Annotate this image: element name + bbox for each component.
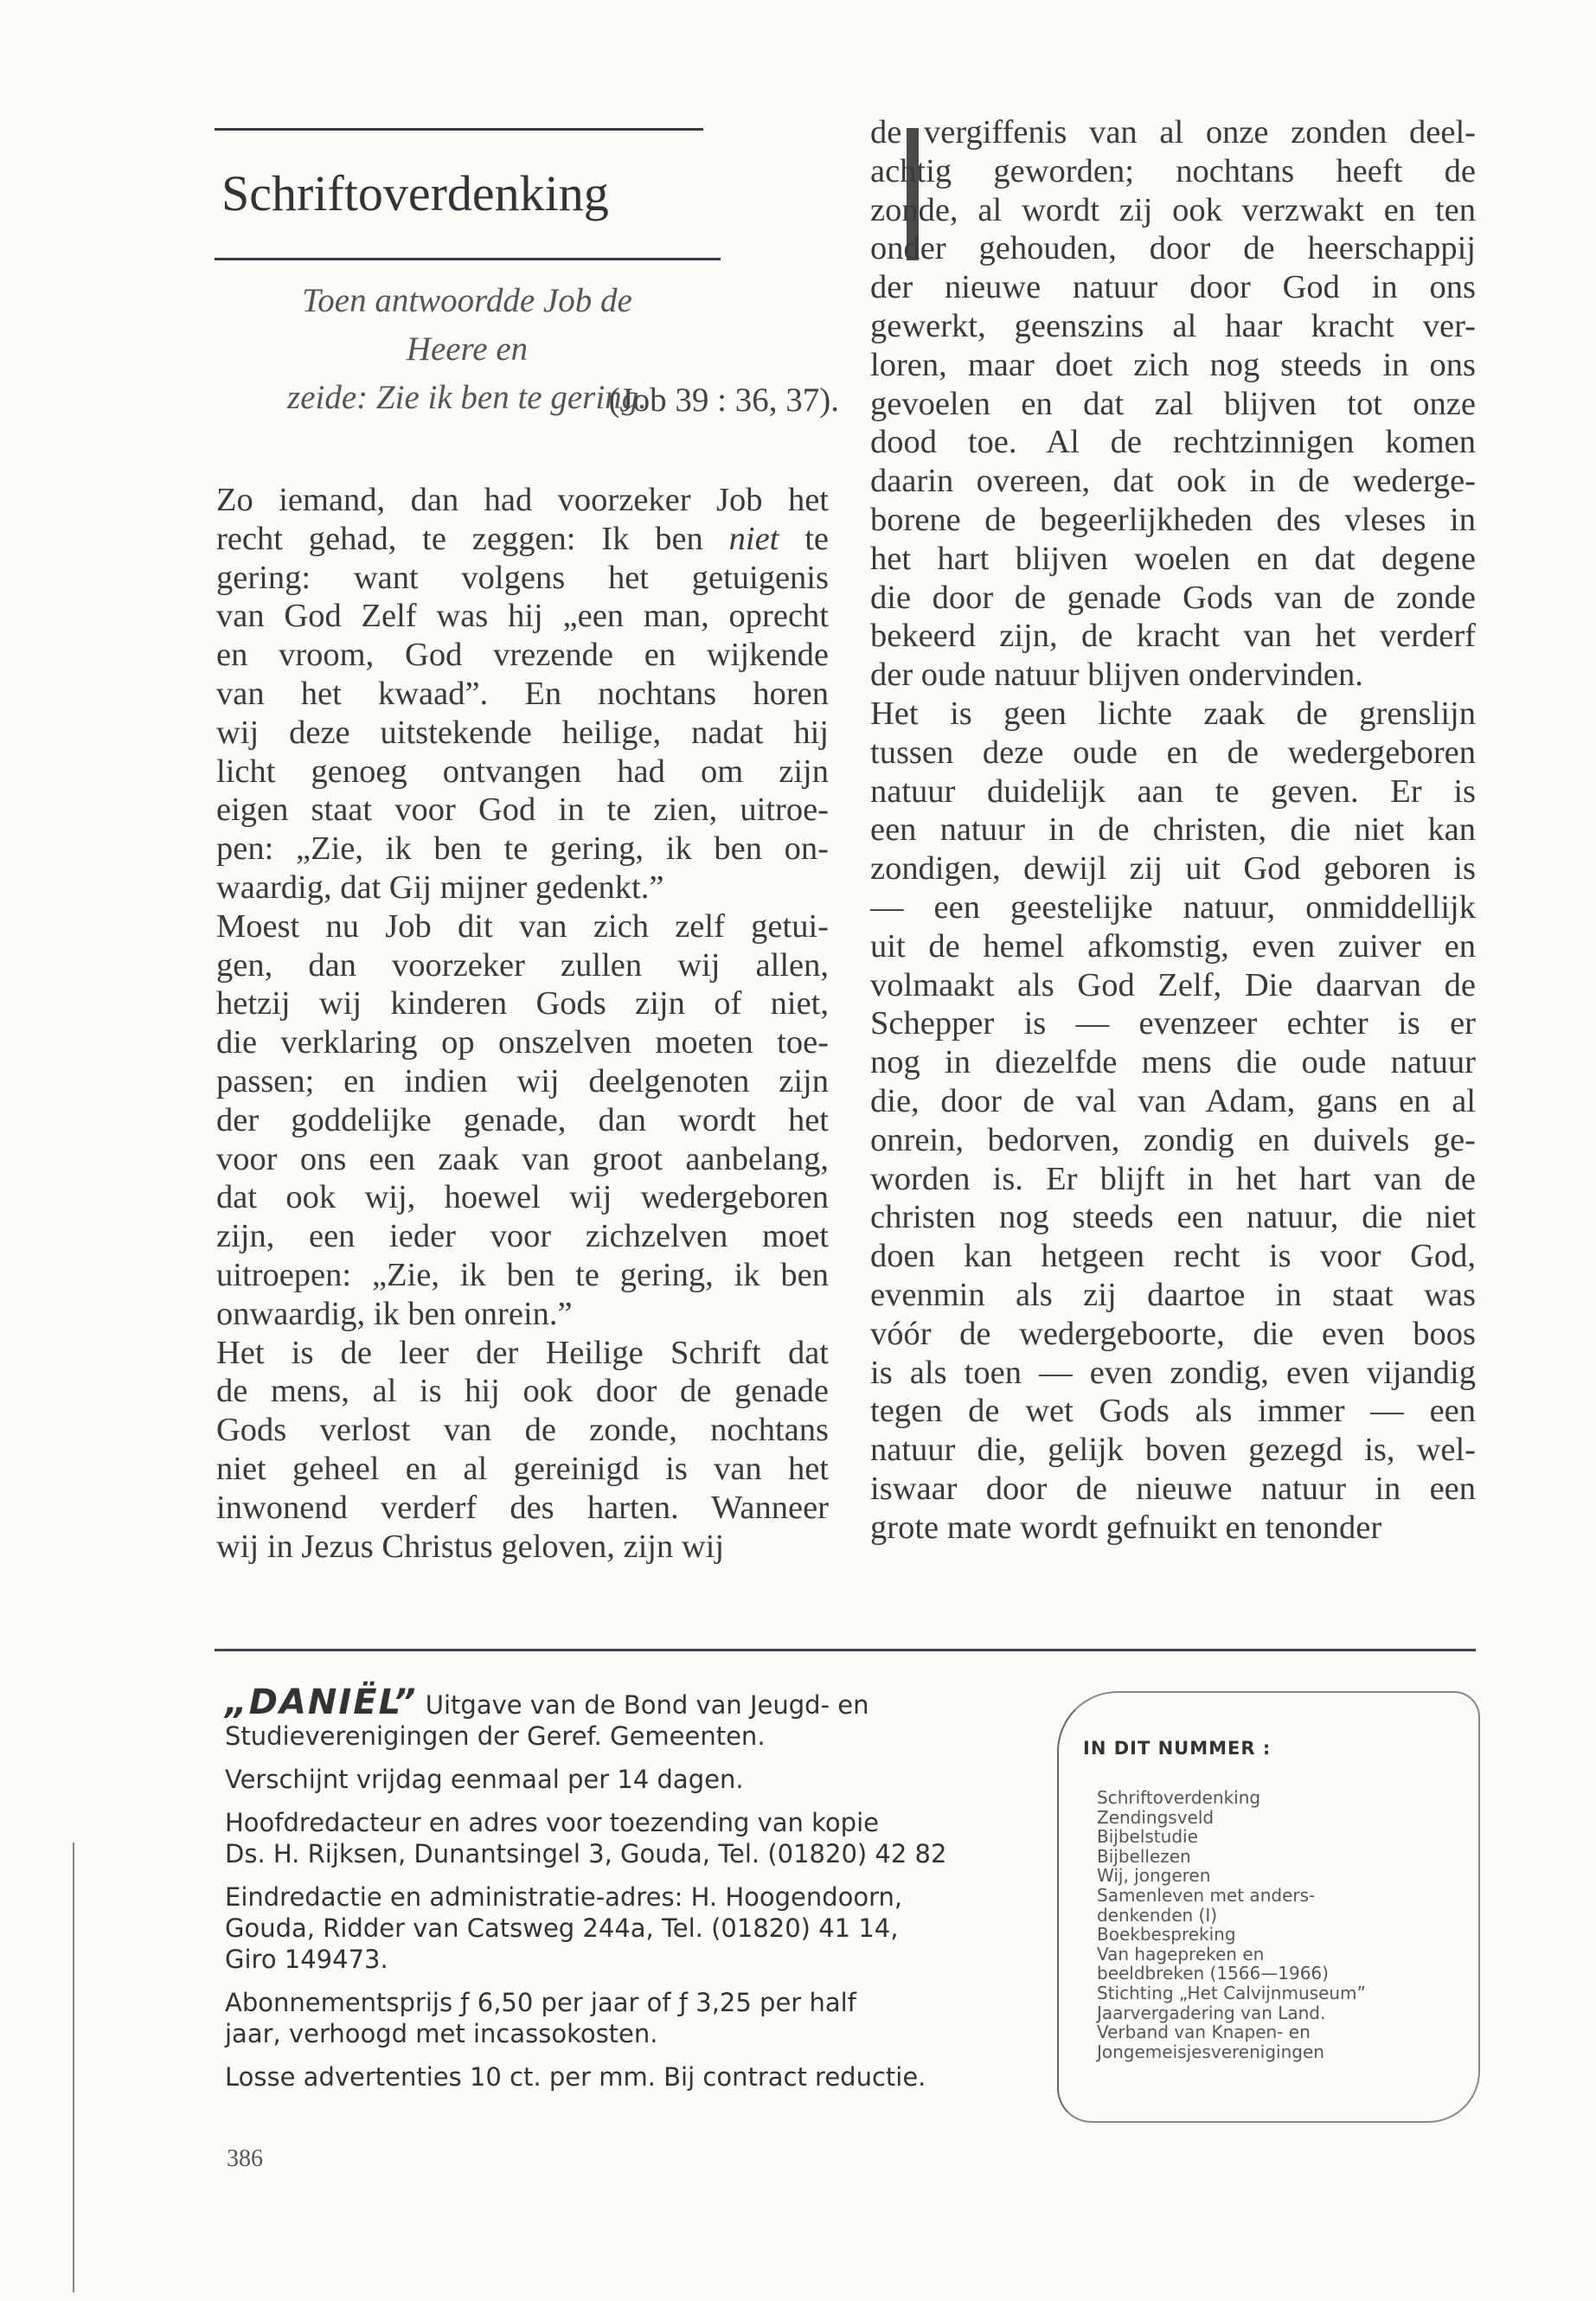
text-line: Zo iemand, dan had voorzeker Job het [216,482,829,518]
masthead-editor-address: Ds. H. Rijksen, Dunantsingel 3, Gouda, Tel. (01820) 42 82 [225,1839,947,1868]
text-line: gevoelen en dat zal blijven tot onze [870,385,1476,422]
text-line: Schepper is — evenzeer echter is er [870,1005,1476,1042]
text-line: natuur duidelijk aan te geven. Er is [870,772,1476,810]
text-line: uit de hemel afkomstig, even zuiver en [870,927,1476,965]
text-line: hetzij wij kinderen Gods zijn of niet, [216,985,829,1022]
contents-item: Stichting „Het Calvijnmuseum” [1097,1982,1366,2003]
text-line: die verklaring op onszelven moeten toe- [216,1024,829,1061]
text-line: recht gehad, te zeggen: Ik ben niet te [216,520,829,557]
text-line: zijn, een ieder voor zichzelven moet [216,1218,829,1255]
paragraph [870,695,1476,1548]
masthead-admin-address: Gouda, Ridder van Catsweg 244a, Tel. (01820) 41 14, [225,1913,899,1943]
text-line: loren, maar doet zich nog steeds in ons [870,346,1476,383]
masthead-line: Studieverenigingen der Geref. Gemeenten. [225,1721,766,1751]
margin-line [73,1843,74,2292]
text-line: grote mate wordt gefnuikt en tenonder [870,1509,1382,1546]
contents-item: Jongemeisjesverenigingen [1097,2041,1324,2062]
text-line: vóór de wedergeboorte, die even boos [870,1315,1476,1352]
text-line: de vergiffenis van al onze zonden deel- [870,114,1476,151]
masthead-price-note: jaar, verhoogd met incassokosten. [225,2019,658,2048]
text-line: die door de genade Gods van de zonde [870,579,1476,616]
contents-item: Verband van Knapen- en [1097,2022,1311,2043]
paragraph [216,481,829,907]
text-line: natuur die, gelijk boven gezegd is, wel- [870,1432,1476,1469]
text-line: tegen de wet Gods als immer — een [870,1393,1476,1430]
masthead-ads: Losse advertenties 10 ct. per mm. Bij contract reductie. [225,2062,926,2092]
text-line: de mens, al is hij ook door de genade [216,1373,829,1410]
masthead-frequency: Verschijnt vrijdag eenmaal per 14 dagen. [225,1765,744,1794]
heading-bottom-rule [215,258,721,260]
contents-list [1097,1788,1366,2061]
text-line: wij deze uitstekende heilige, nadat hij [216,714,829,751]
text-line: eigen staat voor God in te zien, uitroe- [216,792,829,829]
paragraph [216,907,829,1334]
text-line: Moest nu Job dit van zich zelf getui- [216,907,829,945]
text-line: wij in Jezus Christus geloven, zijn wij [216,1528,725,1565]
text-line: worden is. Er blijft in het hart van de [870,1160,1476,1197]
contents-item: Bijbelstudie [1097,1826,1198,1848]
paragraph [216,1334,829,1567]
masthead [225,1682,1021,2093]
contents-item: beeldbreken (1566—1966) [1097,1963,1329,1984]
text-line: der nieuwe natuur door God in ons [870,269,1476,306]
text-line: passen; en indien wij deelgenoten zijn [216,1062,829,1099]
motto-reference: (Job 39 : 36, 37). [608,381,839,419]
footer-rule [215,1649,1476,1651]
text-line: die, door de val van Adam, gans en al [870,1082,1476,1119]
contents-box [1057,1691,1480,2123]
magazine-logo: „DANIËL” [225,1682,418,1722]
text-line: licht genoeg ontvangen had om zijn [216,753,829,790]
motto-line: zeide: Zie ik ben te gering. [287,379,647,416]
text-line: nog in diezelfde mens die oude natuur [870,1044,1476,1081]
text-line: een natuur in de christen, die niet kan [870,811,1476,849]
masthead-editor: Hoofdredacteur en adres voor toezending van kopie [225,1808,879,1837]
text-line: iswaar door de nieuwe natuur in een [870,1470,1476,1507]
text-line: van God Zelf was hij „een man, oprecht [216,598,829,635]
text-line: uitroepen: „Zie, ik ben te gering, ik ben [216,1256,829,1293]
text-line: doen kan hetgeen recht is voor God, [870,1238,1476,1275]
text-line: borene de begeerlijkheden des vleses in [870,501,1476,538]
contents-item: Schriftoverdenking [1097,1787,1261,1808]
contents-item: Samenleven met anders- [1097,1884,1316,1906]
page-title: Schriftoverdenking [221,165,609,221]
contents-title: IN DIT NUMMER : [1083,1738,1272,1759]
masthead-publisher: Uitgave van de Bond van Jeugd- en [417,1690,869,1720]
text-line: Het is geen lichte zaak de grenslijn [870,695,1476,732]
text-line: der goddelijke genade, dan wordt het [216,1101,829,1138]
masthead-line [225,1682,1021,1722]
motto-line: Toen antwoordde Job de Heere en [302,282,632,368]
text-line: pen: „Zie, ik ben te gering, ik ben on- [216,830,829,868]
contents-item: Van hagepreken en [1097,1943,1265,1965]
text-line: gewerkt, geenszins al haar kracht ver- [870,307,1476,344]
text-line: christen nog steeds een natuur, die niet [870,1199,1476,1236]
paragraph [870,113,1476,695]
text-line: dood toe. Al de rechtzinnigen komen [870,424,1476,461]
contents-item: denkenden (I) [1097,1904,1218,1926]
text-line: achtig geworden; nochtans heeft de [870,152,1476,189]
text-line: bekeerd zijn, de kracht van het verderf [870,618,1476,655]
text-line: onwaardig, ik ben onrein.” [216,1295,573,1332]
text-line: van het kwaad”. En nochtans horen [216,675,829,712]
text-line: evenmin als zij daartoe in staat was [870,1276,1476,1313]
text-line: zonde, al wordt zij ook verzwakt en ten [870,191,1476,228]
masthead-giro: Giro 149473. [225,1945,388,1974]
text-line: het hart blijven woelen en dat degene [870,540,1476,577]
text-line: en vroom, God vrezende en wijkende [216,637,829,674]
contents-item: Zendingsveld [1097,1806,1215,1828]
left-column [216,481,829,1566]
text-line: Het is de leer der Heilige Schrift dat [216,1334,829,1371]
text-line: onder gehouden, door de heerschappij [870,230,1476,267]
text-line: gen, dan voorzeker zullen wij allen, [216,946,829,984]
text-line: voor ons een zaak van groot aanbelang, [216,1140,829,1177]
contents-item: Wij, jongeren [1097,1865,1211,1887]
text-line: dat ook wij, hoewel wij wedergeboren [216,1179,829,1216]
text-line: daarin overeen, dat ook in de wederge- [870,463,1476,500]
text-line: niet geheel en al gereinigd is van het [216,1450,829,1487]
right-column [870,113,1476,1547]
text-line: volmaakt als God Zelf, Die daarvan de [870,966,1476,1003]
contents-item: Jaarvergadering van Land. [1097,2002,1326,2023]
text-line: is als toen — even zondig, even vijandig [870,1354,1476,1391]
text-line: waardig, dat Gij mijner gedenkt.” [216,868,664,906]
heading-top-rule [215,128,703,131]
text-line: tussen deze oude en de wedergeboren [870,734,1476,771]
text-line: zondigen, dewijl zij uit God geboren is [870,850,1476,888]
text-line: — een geestelijke natuur, onmiddellijk [870,888,1476,926]
contents-item: Bijbellezen [1097,1845,1191,1867]
heading-box [215,128,716,260]
masthead-price: Abonnementsprijs ƒ 6,50 per jaar of ƒ 3,25 per half [225,1988,856,2017]
text-line: inwonend verderf des harten. Wanneer [216,1489,829,1526]
page-number: 386 [227,2145,263,2172]
text-line: onrein, bedorven, zondig en duivels ge- [870,1121,1476,1158]
contents-item: Boekbespreking [1097,1924,1236,1945]
text-line: Gods verlost van de zonde, nochtans [216,1412,829,1449]
text-line: der oude natuur blijven ondervinden. [870,657,1363,694]
text-line: gering: want volgens het getuigenis [216,559,829,596]
masthead-admin: Eindredactie en administratie-adres: H. Hoogendoorn, [225,1882,903,1912]
